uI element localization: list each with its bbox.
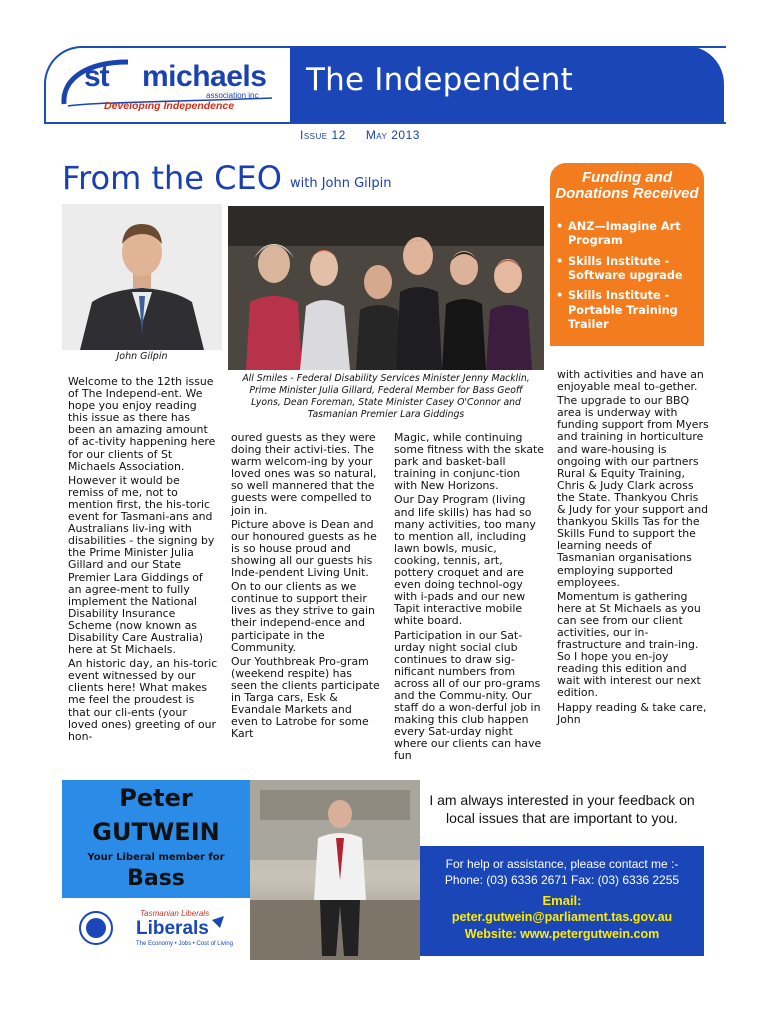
issue-line [300, 128, 420, 142]
ad-member-line: Your Liberal member for [87, 852, 225, 863]
dignitaries-group-photo [228, 206, 544, 370]
funding-item: • ANZ—Imagine Art Program [556, 220, 702, 249]
logo-text: Tasmanian Liberals [140, 909, 210, 918]
funding-sidebar-title: Funding and Donations Received [555, 169, 699, 202]
ad-last-name: GUTWEIN [92, 818, 220, 846]
article-column-2 [231, 432, 381, 742]
newsletter-title: The Independent [306, 62, 573, 98]
article-paragraph: Momentum is gathering here at St Michaels as you can see from our client activities, our in-frastructure and train-ing. So I hope you en-joy reading this edition and wait with interest our next edition. [557, 589, 701, 700]
article-paragraph: Welcome to the 12th issue of The Independ-ent. We hope you enjoy reading this issue as there has been an amazing amount of ac-tivity happening here for our clients of St Michaels Association. [68, 375, 216, 473]
ceo-heading: From the CEO [62, 159, 282, 197]
logo-tagline: Developing Independence [104, 100, 235, 112]
tasmanian-liberals-logo [62, 898, 250, 960]
article-column-4 [557, 369, 709, 728]
article-paragraph: An historic day, an his-toric event witnessed by our clients here! What makes me feel the proudest is that our cli-ents (your loved ones) greeting of our hon- [68, 657, 218, 743]
article-column-3 [394, 432, 544, 765]
svg-text:Liberals: Liberals [136, 918, 209, 939]
article-paragraph: However it would be remiss of me, not to mention first, the his-toric event for Tasmani-ans and Australians liv-ing with disabilities - the signing by the Prime Minister Julia Gillard and our State Premier Lara Giddings of an agree-ment to fully implement the National Disability Insurance Scheme (now known as Disability Care Australia) here at St Michaels. [68, 473, 215, 657]
ceo-photo-caption: John Gilpin [116, 351, 168, 362]
ceo-portrait-image [62, 204, 222, 350]
article-paragraph: Our Youthbreak Pro-gram (weekend respite) has seen the clients participate in Targa cars, Esk & Evandale Markets and even to Latrobe for some Kart [231, 654, 380, 741]
ad-website[interactable]: Website: www.petergutwein.com [464, 927, 660, 941]
logo-name: michaels [142, 60, 267, 93]
funding-list [556, 220, 702, 338]
ad-help-text [420, 857, 704, 888]
article-column-1 [68, 376, 218, 745]
ceo-byline: with John Gilpin [290, 176, 392, 191]
candidate-photo [250, 780, 420, 960]
article-paragraph: Happy reading & take care, John [557, 700, 707, 726]
ceo-portrait-photo [62, 204, 222, 350]
logo-association: association inc [206, 91, 259, 100]
issue-number: Issue 12 [300, 128, 346, 142]
ad-first-name: Peter [119, 784, 193, 812]
ad-electorate: Bass [127, 866, 185, 891]
article-paragraph: Magic, while continuing some fitness with the skate park and basket-ball training in conjunc-tion with New Horizons. [394, 431, 544, 493]
masthead-rule [44, 122, 726, 124]
logo-slogan: The Economy • Jobs • Cost of Living [136, 941, 233, 947]
group-photo-image [228, 206, 544, 370]
article-paragraph: Participation in our Sat-urday night social club continues to draw sig-nificant numbers from across all of our pro-grams and the Commu-nity. Our staff do a won-derful job in making this club happen every Sat-urday night where our clients can have fun [394, 628, 542, 763]
article-paragraph: Picture above is Dean and our honoured guests as he is so house proud and showing all our guests his Inde-pendent Living Unit. [231, 517, 377, 580]
article-paragraph: On to our clients as we continue to support their lives as they strive to gain their independ-ence and participate in the Community. [231, 580, 375, 654]
candidate-photo-image [250, 780, 420, 960]
funding-item: • Skills Institute - Software upgrade [556, 255, 702, 284]
ad-email-label: Email: [542, 893, 582, 908]
funding-item: • Skills Institute - Portable Training Trailer [556, 289, 702, 332]
group-photo-caption: All Smiles - Federal Disability Services Minister Jenny Macklin, Prime Minister Julia Gillard, Federal Member for Bass Geoff Lyons, Dean Foreman, State Minister Casey O'Connor and Tasmanian Premier Lara Giddings [242, 373, 530, 421]
article-paragraph: Our Day Program (living and life skills) has had so many activities, too many to mention all, including lawn bowls, music, cooking, tennis, art, pottery croquet and are even doing technol-ogy with i-pads and our new Tapit interactive mobile white board. [394, 493, 536, 628]
ad-email[interactable]: peter.gutwein@parliament.tas.gov.au [451, 910, 673, 924]
article-paragraph: The upgrade to our BBQ area is underway with funding support from Myers and training in horticulture and ware-housing is ongoing with our partners Rural & Equity Training, Chris & Judy Clark across the State. Thankyou Chris & Judy for your support and thankyou Skills Tas for the Skills Fund to support the learning needs of Tasmanian organisations employing supported employees. [557, 394, 709, 589]
st-michaels-logo [58, 58, 276, 110]
ad-help-line: For help or assistance, please contact me :- [445, 857, 679, 871]
ad-feedback-text: I am always interested in your feedback on local issues that are important to you. [429, 792, 695, 826]
article-paragraph: with activities and have an enjoyable meal to-gether. [557, 368, 704, 394]
ad-logo-strip [62, 898, 250, 960]
logo-st: st [84, 60, 109, 93]
issue-date: May 2013 [365, 128, 420, 142]
ad-phone-line: Phone: (03) 6336 2671 Fax: (03) 6336 2255 [444, 872, 680, 887]
article-paragraph: oured guests as they were doing their activi-ties. The warm welcom-ing by your loved ones was so natural, so well mannered that the guests were compelled to join in. [231, 431, 377, 517]
